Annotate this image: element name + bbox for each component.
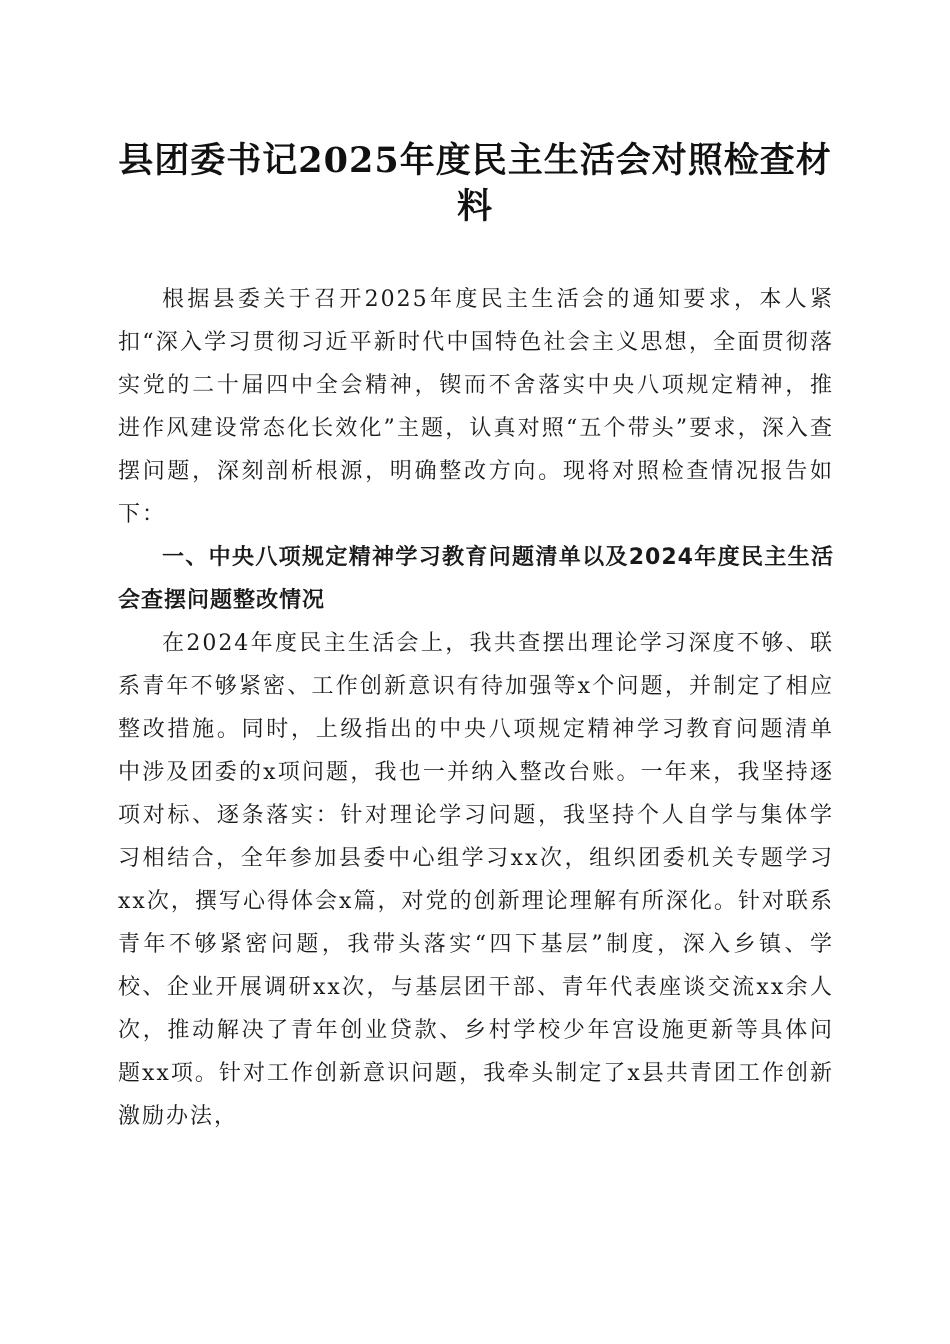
section-heading: 一、中央八项规定精神学习教育问题清单以及2024年度民主生活会查摆问题整改情况 <box>118 545 834 613</box>
rectification-paragraph: 在2024年度民主生活会上，我共查摆出理论学习深度不够、联系青年不够紧密、工作创新意识有待加强等x个问题，并制定了相应整改措施。同时，上级指出的中央八项规定精神学习教育问题清单中涉及团委的x项问题，我也一并纳入整改台账。一年来，我坚持逐项对标、逐条落实：针对理论学习问题，我坚持个人自学与集体学习相结合，全年参加县委中心组学习xx次，组织团委机关专题学习xx次，撰写心得体会x篇，对党的创新理论理解有所深化。针对联系青年不够紧密问题，我带头落实“四下基层”制度，深入乡镇、学校、企业开展调研xx次，与基层团干部、青年代表座谈交流xx余人次，推动解决了青年创业贷款、乡村学校少年宫设施更新等具体问题xx项。针对工作创新意识问题，我牵头制定了x县共青团工作创新激励办法， <box>118 631 834 1129</box>
document-title: 县团委书记2025年度民主生活会对照检查材料 <box>118 140 832 227</box>
intro-paragraph: 根据县委关于召开2025年度民主生活会的通知要求，本人紧扣“深入学习贯彻习近平新时代中国特色社会主义思想，全面贯彻落实党的二十届四中全会精神，锲而不舍落实中央八项规定精神，推进作风建设常态化长效化”主题，认真对照“五个带头”要求，深入查摆问题，深刻剖析根源，明确整改方向。现将对照检查情况报告如下： <box>118 287 834 527</box>
document-body <box>118 278 834 1138</box>
